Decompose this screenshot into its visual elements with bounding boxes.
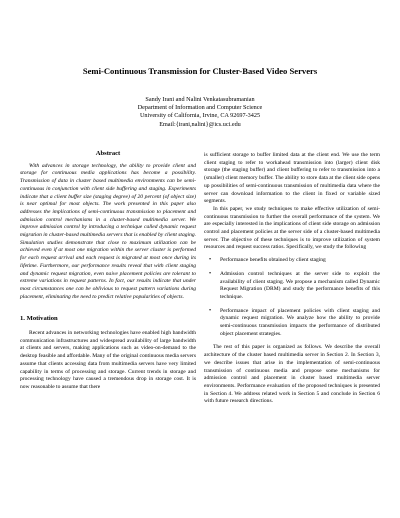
contribution-text: Performance impact of placement policies with client staging and dynamic request migration. We analyze how the ability to provide semi-continuous transmission impacts the performance of distributed object placement strategies.	[220, 307, 380, 337]
abstract-heading: Abstract	[95, 150, 121, 157]
right-column	[204, 152, 380, 406]
contribution-list	[204, 257, 380, 338]
left-column	[20, 150, 196, 392]
right-paragraph-2: In this paper, we study techniques to make effective utilization of semi-continuous transmission to further the overall performance of the system. We are especially interested in the implications of client side storage on admission control and placement policies at the server side of a cluster-based multimedia server. The objective of these techniques is to improve utilization of system resources and request success ratios. Specifically, we study the following	[204, 205, 380, 251]
paper-title: Semi-Continuous Transmission for Cluster-Based Video Servers	[82, 66, 318, 76]
contribution-text: Performance benefits obtained by client staging	[220, 257, 326, 264]
abstract-text: With advances in storage technology, the ability to provide client and storage for continuous media applications has become a possibility. Transmission of data in cluster based multimedia environments can be semi-continuous in conjunction with client side buffering and staging. Experiments indicate that a client buffer size (staging degree) of 20 percent (of object size) is near optimal for most objects. The work presented in this paper also addresses the implications of semi-continuous transmission to placement and admission control mechanisms in a cluster-based multimedia server. We improve admission control by introducing a technique called dynamic request migration in cluster-based multimedia servers that is enabled by client staging. Simulation studies demonstrate that close to maximum utilization can be achieved even if at most one migration within the server cluster is performed for each request arrival and each request is migrated at most once during its lifetime. Furthermore, our performance results reveal that with client staging and dynamic request migration, even naive placement policies are tolerant to extreme variations in request patterns. In fact, our results indicate that under most circumstances one can be oblivious to request pattern variations during placement, eliminating the need to predict relative popularities of objects.	[20, 162, 196, 300]
author-block	[20, 96, 380, 129]
affiliation-department: Department of Information and Computer Science	[137, 104, 263, 112]
section-1-paragraph: Recent advances in networking technologies have enabled high bandwidth communication infrastructures and widespread availability of large bandwidth at clients and servers, making applications such as video-on-demand to the desktop feasible and affordable. Many of the original continuous media servers assume that clients accessing data from multimedia servers have very limited capability in terms of processing and storage. Current trends in storage and processing technology have caused a tremendous drop in storage cost. It is now reasonable to assume that there	[20, 330, 196, 390]
right-paragraph-1: is sufficient storage to buffer limited data at the client end. We use the term client staging to refer to workahead transmission into (larger) client disk storage (the staging buffer) and client buffering to refer to transmission into a (smaller) client memory buffer. The ability to store data at the client side opens up possibilities of semi-continuous transmission of multimedia data where the server can download information to the client in fixed or variable sized segments.	[204, 152, 380, 205]
author-email: Email:{irani,nalini}@ics.uci.edu	[159, 120, 241, 128]
right-paragraph-3: The rest of this paper is organized as follows. We describe the overall architecture of the cluster based multimedia server in Section 2. In Section 3, we describe issues that arise in the implementation of semi-continuous transmission of continuous media and propose some mechanisms for admission control and placement in cluster based multimedia server environments. Performance evaluation of the proposed techniques is presented in Section 4. We address related work in Section 5 and conclude in Section 6 with future research directions.	[204, 344, 380, 405]
author-names: Sandy Irani and Nalini Venkatasubramanian	[145, 96, 255, 103]
contribution-text: Admission control techniques at the server side to exploit the availability of client staging. We propose a mechanism called Dynamic Request Migration (DRM) and study the performance benefits of this technique.	[220, 270, 380, 300]
affiliation-university: University of California, Irvine, CA 92697-3425	[139, 112, 261, 120]
bullet-icon: •	[209, 257, 212, 264]
bullet-icon: •	[209, 307, 212, 314]
contribution-item	[204, 271, 380, 302]
bullet-icon: •	[209, 270, 212, 277]
contribution-item	[204, 257, 380, 265]
section-1-heading: 1. Motivation	[20, 315, 58, 323]
contribution-item	[204, 308, 380, 339]
